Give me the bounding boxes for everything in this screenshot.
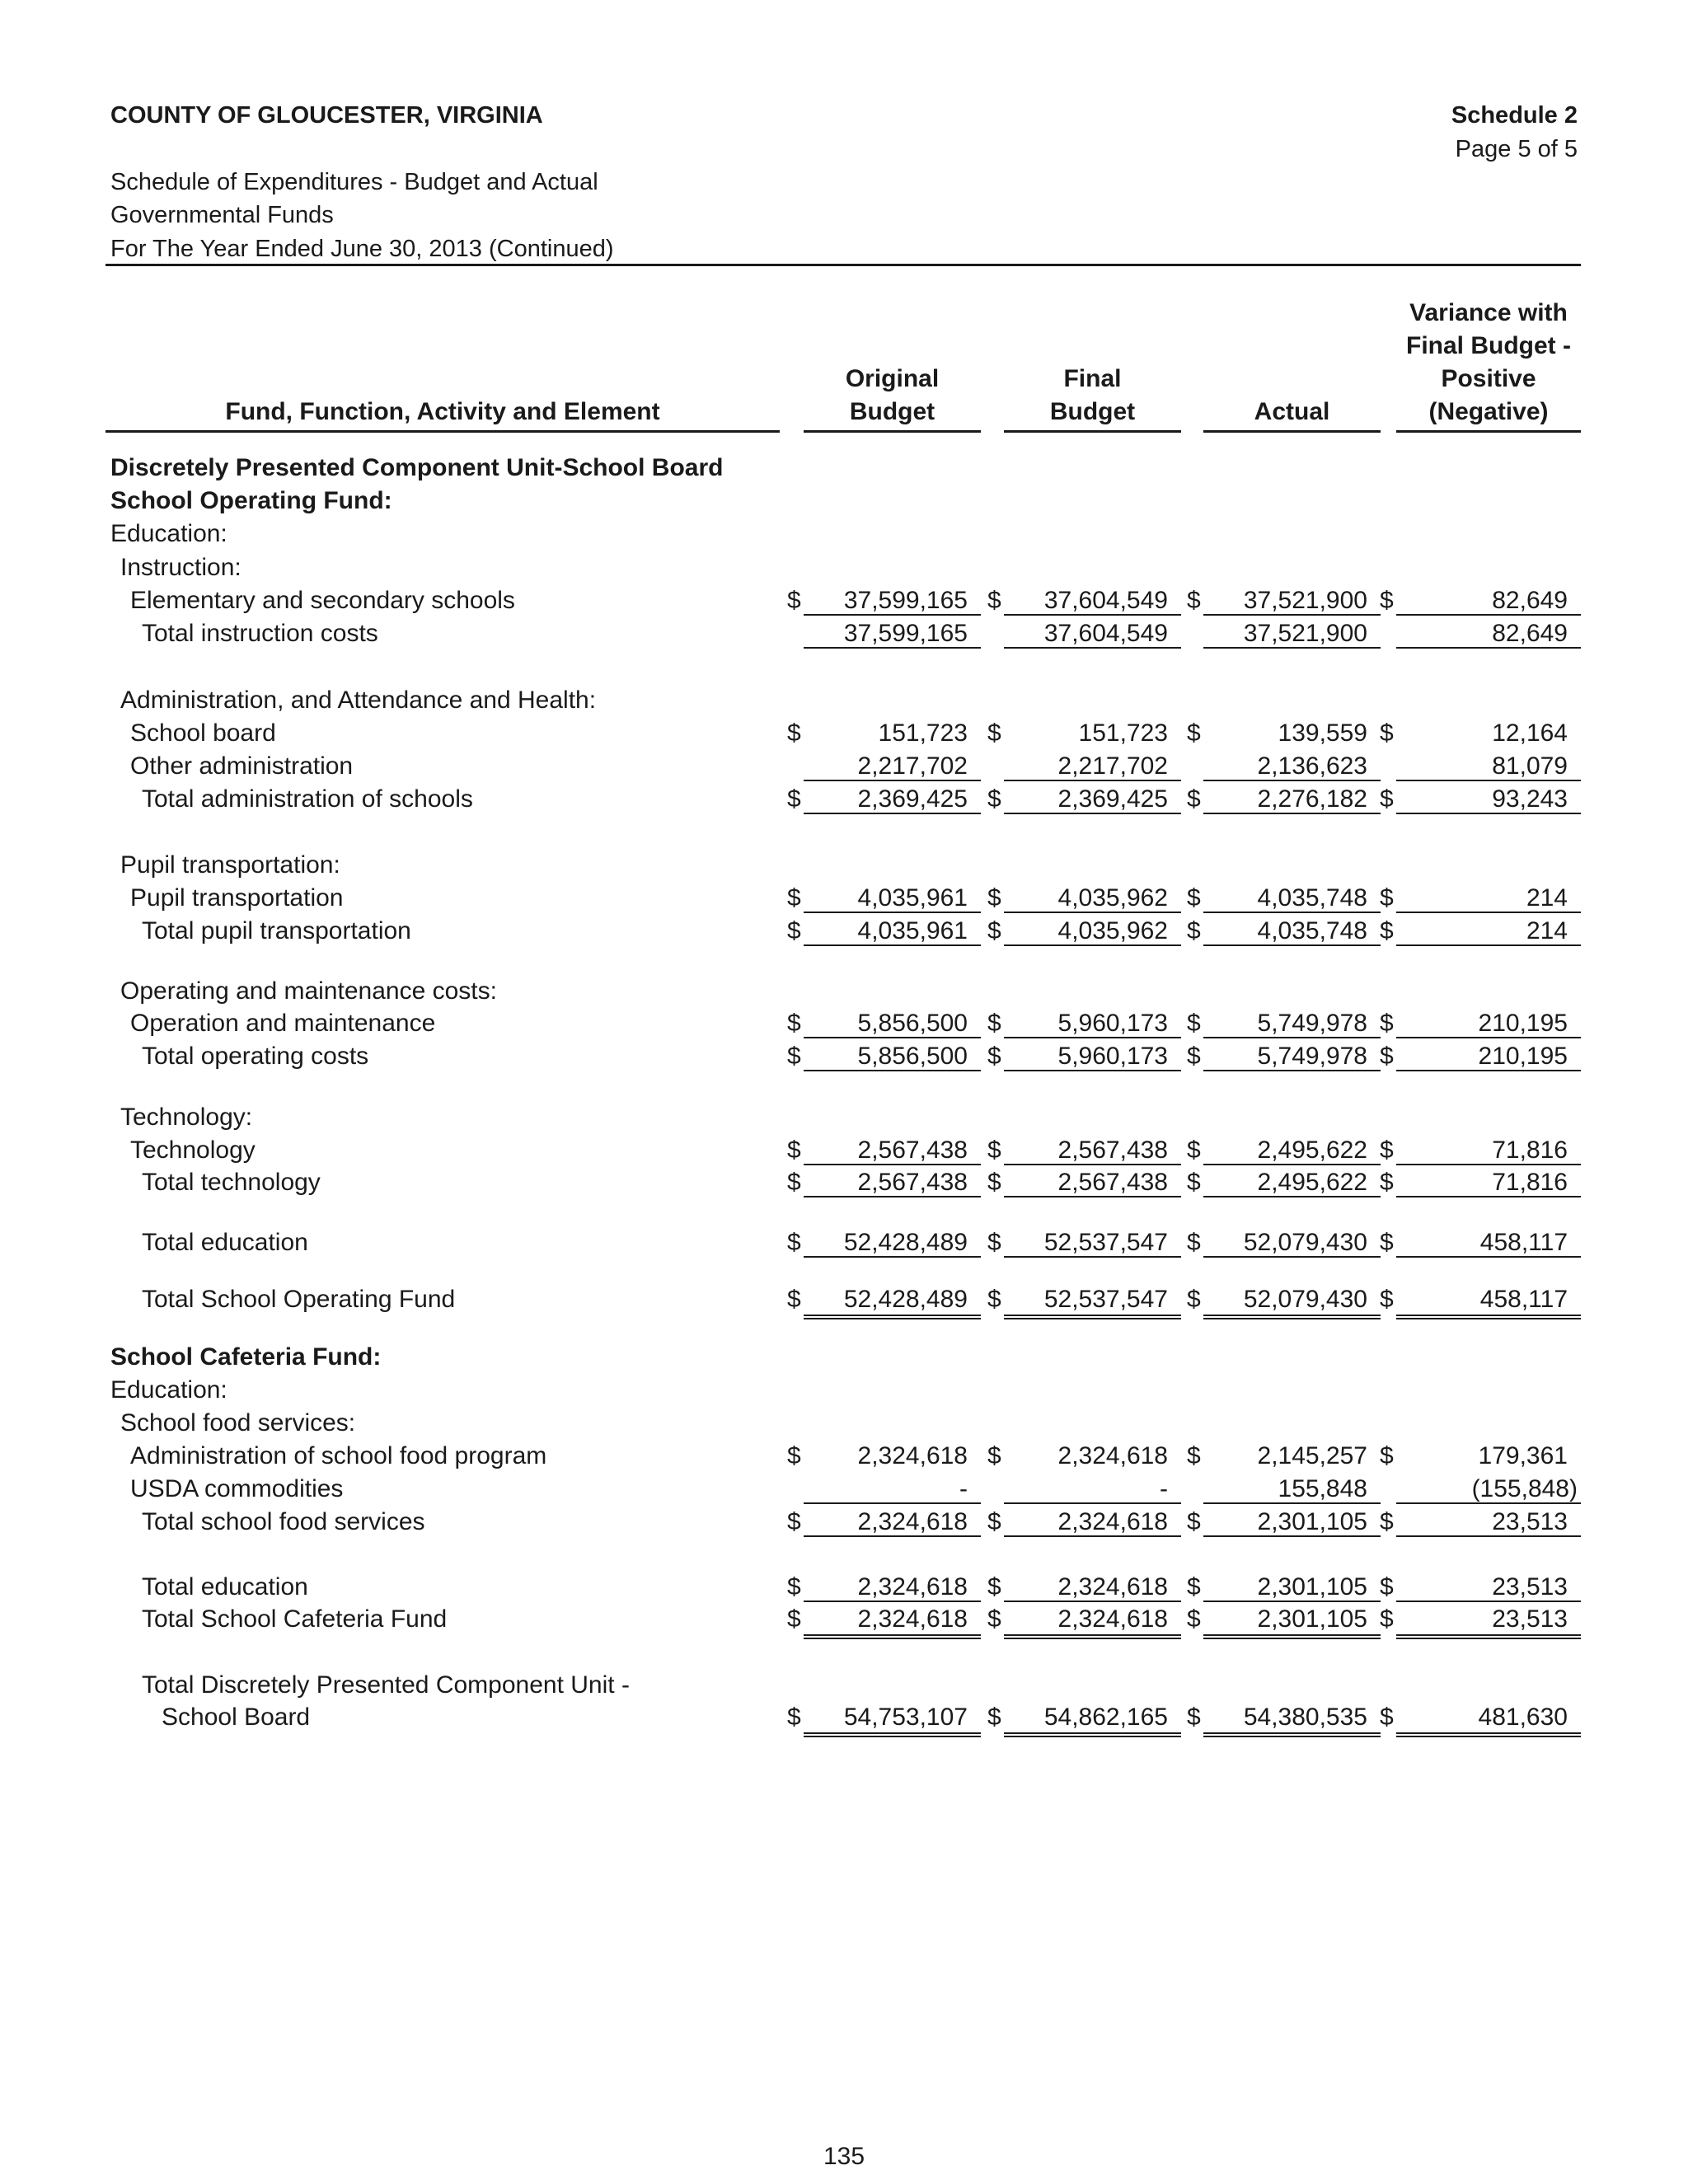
final-budget-cell: 2,324,618 [1004,1506,1181,1537]
col-rule-label [106,430,780,433]
row-label: Total School Operating Fund [142,1286,456,1313]
actual-cell: 2,136,623 [1203,750,1381,781]
dollar-sign: $ [987,1605,1001,1633]
row-label: School Operating Fund: [110,487,392,514]
dollar-sign: $ [787,785,801,813]
actual-cell: 5,749,978 [1203,1040,1381,1071]
row-label: Total instruction costs [142,620,378,647]
row-label: Total pupil transportation [142,917,411,944]
row-label: Total school food services [142,1508,425,1535]
dollar-sign: $ [987,587,1001,614]
page-number: 135 [823,2143,865,2170]
row-label: School Board [162,1704,311,1731]
row-label: Operation and maintenance [130,1010,436,1037]
table-row [0,975,1688,1008]
schedule-number: Schedule 2 [1451,102,1578,129]
table-row [0,584,1688,617]
dollar-sign: $ [787,1573,801,1601]
report-subtitle: Schedule of Expenditures - Budget and Actual [110,169,598,195]
variance-cell: 458,117 [1396,1226,1581,1258]
final-budget-cell: 52,537,547 [1004,1283,1181,1319]
dollar-sign: $ [987,1229,1001,1256]
variance-cell: 214 [1396,915,1581,946]
col-header-original-1: Original [845,365,940,392]
table-row [0,1341,1688,1374]
dollar-sign: $ [1380,1573,1394,1601]
dollar-sign: $ [1187,1442,1201,1469]
final-budget-cell: 37,604,549 [1004,584,1181,616]
final-budget-cell: 2,324,618 [1057,1442,1168,1469]
row-label: Discretely Presented Component Unit-School Board [110,454,724,481]
dollar-sign: $ [987,1169,1001,1196]
row-label: Administration, and Attendance and Health: [120,687,597,714]
final-budget-cell: 2,369,425 [1004,783,1181,814]
report-funds: Governmental Funds [110,202,334,228]
dollar-sign: $ [1380,1286,1394,1313]
row-label: Total education [142,1229,308,1256]
table-row [0,915,1688,948]
table-row [0,1226,1688,1259]
dollar-sign: $ [787,884,801,912]
original-budget-cell: 2,369,425 [804,783,981,814]
actual-cell: 37,521,900 [1203,617,1381,649]
final-budget-cell: 4,035,962 [1004,915,1181,946]
actual-cell: 2,301,105 [1203,1603,1381,1639]
variance-cell: 81,079 [1396,750,1581,781]
dollar-sign: $ [1380,719,1394,747]
original-budget-cell: 2,324,618 [804,1506,981,1537]
table-row [0,684,1688,717]
actual-cell: 52,079,430 [1203,1283,1381,1319]
dollar-sign: $ [1187,1704,1201,1731]
variance-cell: 12,164 [1492,719,1568,747]
table-row [0,1603,1688,1636]
original-budget-cell: 54,753,107 [804,1701,981,1737]
dollar-sign: $ [1187,587,1201,614]
dollar-sign: $ [1187,917,1201,944]
final-budget-cell: 2,567,438 [1004,1166,1181,1197]
dollar-sign: $ [987,719,1001,747]
dollar-sign: $ [1380,785,1394,813]
entity-title: COUNTY OF GLOUCESTER, VIRGINIA [110,102,543,129]
dollar-sign: $ [1380,1442,1394,1469]
actual-cell: 37,521,900 [1203,584,1381,616]
actual-cell: 52,079,430 [1203,1226,1381,1258]
col-header-variance-2: Final Budget - [1406,332,1571,359]
col-header-original-2: Budget [849,398,935,425]
table-row [0,617,1688,650]
dollar-sign: $ [1187,785,1201,813]
dollar-sign: $ [987,884,1001,912]
actual-cell: 2,495,622 [1203,1166,1381,1197]
dollar-sign: $ [787,1605,801,1633]
report-period: For The Year Ended June 30, 2013 (Continued) [110,236,614,262]
col-header-final-1: Final [1063,365,1122,392]
original-budget-cell: 2,324,618 [804,1571,981,1602]
table-row [0,1166,1688,1199]
variance-cell: 481,630 [1396,1701,1581,1737]
table-row [0,882,1688,915]
final-budget-cell: - [1004,1473,1181,1504]
original-budget-cell: 151,723 [878,719,968,747]
row-label: Total administration of schools [142,785,473,813]
page-indicator: Page 5 of 5 [1455,136,1578,162]
table-row [0,1701,1688,1734]
row-label: Total education [142,1573,308,1601]
table-row [0,452,1688,485]
col-rule-final [1004,430,1181,433]
row-label: Education: [110,1376,227,1404]
table-row [0,1007,1688,1040]
dollar-sign: $ [1187,1508,1201,1535]
dollar-sign: $ [1187,1286,1201,1313]
table-row [0,1040,1688,1073]
col-rule-actual [1203,430,1381,433]
dollar-sign: $ [987,785,1001,813]
actual-cell: 139,559 [1278,719,1367,747]
dollar-sign: $ [1380,1043,1394,1070]
variance-cell: 82,649 [1396,617,1581,649]
row-label: Elementary and secondary schools [130,587,515,614]
dollar-sign: $ [987,1137,1001,1164]
row-label: USDA commodities [130,1475,344,1502]
actual-cell: 4,035,748 [1203,915,1381,946]
table-row [0,783,1688,816]
dollar-sign: $ [1380,1605,1394,1633]
dollar-sign: $ [787,1137,801,1164]
dollar-sign: $ [787,719,801,747]
actual-cell: 2,276,182 [1203,783,1381,814]
row-label: Pupil transportation: [120,851,340,879]
dollar-sign: $ [1380,1169,1394,1196]
variance-cell: 210,195 [1396,1007,1581,1038]
final-budget-cell: 2,324,618 [1004,1603,1181,1639]
dollar-sign: $ [787,1169,801,1196]
variance-cell: 23,513 [1396,1603,1581,1639]
original-budget-cell: 52,428,489 [804,1283,981,1319]
dollar-sign: $ [1187,1169,1201,1196]
variance-cell: 71,816 [1396,1134,1581,1165]
row-label: School food services: [120,1409,356,1436]
final-budget-cell: 151,723 [1078,719,1168,747]
variance-cell: 210,195 [1396,1040,1581,1071]
col-rule-variance [1396,430,1581,433]
final-budget-cell: 4,035,962 [1004,882,1181,913]
final-budget-cell: 2,217,702 [1004,750,1181,781]
dollar-sign: $ [987,1573,1001,1601]
final-budget-cell: 37,604,549 [1004,617,1181,649]
original-budget-cell: 5,856,500 [804,1040,981,1071]
actual-cell: 4,035,748 [1203,882,1381,913]
dollar-sign: $ [1187,884,1201,912]
dollar-sign: $ [1380,917,1394,944]
dollar-sign: $ [1380,1508,1394,1535]
table-row [0,750,1688,783]
original-budget-cell: 4,035,961 [804,882,981,913]
variance-cell: 179,361 [1478,1442,1568,1469]
table-row [0,1134,1688,1167]
row-label: Operating and maintenance costs: [120,977,497,1005]
dollar-sign: $ [787,587,801,614]
col-rule-original [804,430,981,433]
col-header-label: Fund, Function, Activity and Element [225,398,660,425]
dollar-sign: $ [1380,1229,1394,1256]
variance-cell: 214 [1396,882,1581,913]
header-divider [106,264,1581,266]
col-header-variance-3: Positive [1441,365,1536,392]
dollar-sign: $ [787,1010,801,1037]
actual-cell: 155,848 [1203,1473,1381,1504]
dollar-sign: $ [987,1442,1001,1469]
dollar-sign: $ [987,1010,1001,1037]
row-label: Total technology [142,1169,321,1196]
final-budget-cell: 2,567,438 [1004,1134,1181,1165]
table-row [0,1506,1688,1539]
col-header-final-2: Budget [1049,398,1136,425]
table-row [0,551,1688,584]
row-label: Other administration [130,752,354,780]
row-label: School board [130,719,276,747]
dollar-sign: $ [787,1286,801,1313]
original-budget-cell: 2,567,438 [804,1166,981,1197]
variance-cell: 71,816 [1396,1166,1581,1197]
table-row [0,1407,1688,1440]
dollar-sign: $ [1187,1010,1201,1037]
dollar-sign: $ [787,1043,801,1070]
dollar-sign: $ [1187,1137,1201,1164]
original-budget-cell: 2,324,618 [804,1603,981,1639]
table-row [0,849,1688,882]
original-budget-cell: 2,324,618 [857,1442,968,1469]
row-label: School Cafeteria Fund: [110,1343,382,1371]
dollar-sign: $ [787,1508,801,1535]
variance-cell: 82,649 [1396,584,1581,616]
table-row [0,1101,1688,1134]
final-budget-cell: 52,537,547 [1004,1226,1181,1258]
variance-cell: (155,848) [1396,1473,1581,1504]
dollar-sign: $ [1187,1605,1201,1633]
actual-cell: 2,145,257 [1257,1442,1367,1469]
table-row [0,1473,1688,1506]
variance-cell: 23,513 [1396,1571,1581,1602]
actual-cell: 5,749,978 [1203,1007,1381,1038]
dollar-sign: $ [1380,1010,1394,1037]
row-label: Total Discretely Presented Component Unit - [142,1671,630,1699]
table-row [0,1283,1688,1316]
original-budget-cell: - [804,1473,981,1504]
col-header-variance-4: (Negative) [1428,398,1549,425]
table-row [0,1669,1688,1702]
dollar-sign: $ [987,1286,1001,1313]
dollar-sign: $ [1187,1229,1201,1256]
variance-cell: 93,243 [1396,783,1581,814]
dollar-sign: $ [787,1229,801,1256]
actual-cell: 2,301,105 [1203,1506,1381,1537]
row-label: Total School Cafeteria Fund [142,1605,448,1633]
original-budget-cell: 2,217,702 [804,750,981,781]
dollar-sign: $ [787,1442,801,1469]
final-budget-cell: 2,324,618 [1004,1571,1181,1602]
dollar-sign: $ [1380,1704,1394,1731]
dollar-sign: $ [1380,884,1394,912]
actual-cell: 2,301,105 [1203,1571,1381,1602]
dollar-sign: $ [987,917,1001,944]
dollar-sign: $ [1187,719,1201,747]
original-budget-cell: 37,599,165 [804,584,981,616]
row-label: Education: [110,520,227,547]
original-budget-cell: 37,599,165 [804,617,981,649]
row-label: Administration of school food program [130,1442,547,1469]
original-budget-cell: 4,035,961 [804,915,981,946]
original-budget-cell: 52,428,489 [804,1226,981,1258]
table-row [0,717,1688,750]
row-label: Instruction: [120,554,241,581]
final-budget-cell: 5,960,173 [1004,1040,1181,1071]
dollar-sign: $ [787,917,801,944]
row-label: Pupil transportation [130,884,344,912]
original-budget-cell: 5,856,500 [804,1007,981,1038]
dollar-sign: $ [987,1043,1001,1070]
dollar-sign: $ [987,1704,1001,1731]
dollar-sign: $ [787,1704,801,1731]
dollar-sign: $ [1380,1137,1394,1164]
actual-cell: 54,380,535 [1203,1701,1381,1737]
table-row [0,518,1688,551]
dollar-sign: $ [1187,1573,1201,1601]
dollar-sign: $ [1380,587,1394,614]
col-header-variance-1: Variance with [1409,299,1568,326]
col-header-actual: Actual [1254,398,1330,425]
table-row [0,1440,1688,1473]
final-budget-cell: 54,862,165 [1004,1701,1181,1737]
row-label: Total operating costs [142,1043,369,1070]
table-row [0,1571,1688,1604]
table-row [0,485,1688,518]
dollar-sign: $ [1187,1043,1201,1070]
table-row [0,1374,1688,1407]
variance-cell: 458,117 [1396,1283,1581,1319]
variance-cell: 23,513 [1396,1506,1581,1537]
actual-cell: 2,495,622 [1203,1134,1381,1165]
final-budget-cell: 5,960,173 [1004,1007,1181,1038]
dollar-sign: $ [987,1508,1001,1535]
original-budget-cell: 2,567,438 [804,1134,981,1165]
row-label: Technology: [120,1104,253,1131]
row-label: Technology [130,1137,256,1164]
